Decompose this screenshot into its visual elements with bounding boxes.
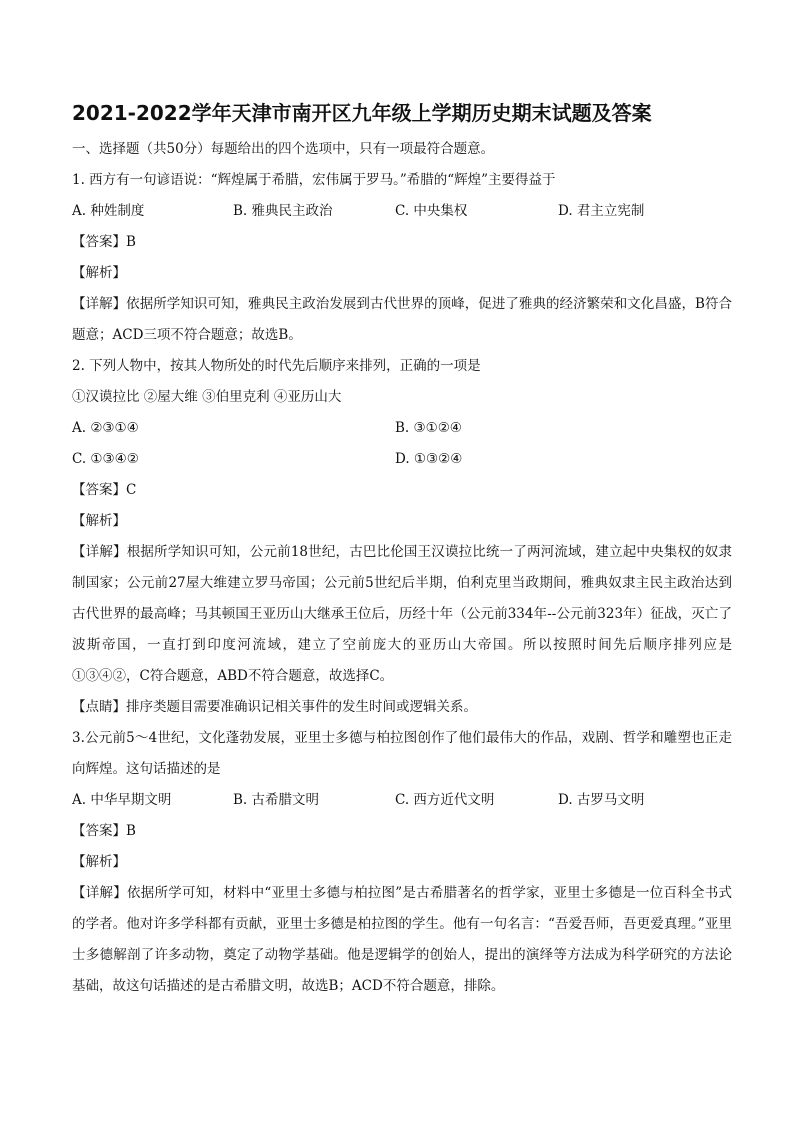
question-items: ①汉谟拉比 ②屋大维 ③伯里克利 ④亚历山大 (72, 389, 342, 405)
question-stem: 3.公元前5～4世纪，文化蓬勃发展，亚里士多德与柏拉图创作了他们最伟大的作品，戏剧、哲学和雕塑也正走向辉煌。这句话描述的是 (72, 730, 732, 777)
option-d: D. 古罗马文明 (558, 792, 645, 808)
option-c: C. ①③④② (72, 451, 139, 467)
detail-paragraph: 【详解】依据所学可知，材料中“亚里士多德与柏拉图”是古希腊著名的哲学家，亚里士多德是一位百科全书式的学者。他对许多学科都有贡献，亚里士多德是柏拉图的学生。他有一句名言：“吾爱吾师，吾更爱真理。”亚里士多德解剖了许多动物，奠定了动物学基础。他是逻辑学的创始人，提出的演绎等方法成为科学研究的方法论基础，故这句话描述的是古希腊文明，故选B；ACD不符合题意，排除。 (72, 885, 732, 994)
analysis-heading: 【解析】 (72, 854, 126, 870)
question-stem: 2. 下列人物中，按其人物所处的时代先后顺序来排列，正确的一项是 (72, 358, 481, 374)
question-3 (72, 723, 732, 1002)
option-a: A. 种姓制度 (72, 203, 145, 219)
option-a: A. ②③①④ (72, 420, 139, 436)
detail-paragraph: 【详解】根据所学知识可知，公元前18世纪，古巴比伦国王汉谟拉比统一了两河流域，建立起中央集权的奴隶制国家；公元前27屋大维建立罗马帝国；公元前5世纪后半期，伯利克里当政期间，雅典奴隶主民主政治达到古代世界的最高峰；马其顿国王亚历山大继承王位后，历经十年（公元前334年--公元前323年）征战，灭亡了波斯帝国，一直打到印度河流域，建立了空前庞大的亚历山大帝国。所以按照时间先后顺序排列应是①③④②，C符合题意，ABD不符合题意，故选择C。 (72, 544, 732, 684)
answer-line: 【答案】C (72, 482, 137, 498)
question-1 (72, 165, 732, 351)
answer-line: 【答案】B (72, 234, 136, 250)
option-b: B. 雅典民主政治 (233, 203, 333, 219)
option-d: D. 君主立宪制 (558, 203, 645, 219)
document-page (72, 100, 732, 1002)
option-b: B. 古希腊文明 (233, 792, 320, 808)
analysis-heading: 【解析】 (72, 265, 126, 281)
question-stem: 1. 西方有一句谚语说：“辉煌属于希腊，宏伟属于罗马。”希腊的“辉煌”主要得益于 (72, 172, 556, 188)
point-line: 【点睛】排序类题目需要准确识记相关事件的发生时间或逻辑关系。 (72, 699, 477, 715)
option-d: D. ①③②④ (395, 451, 463, 467)
question-2 (72, 351, 732, 723)
analysis-heading: 【解析】 (72, 513, 126, 529)
document-title: 2021-2022学年天津市南开区九年级上学期历史期末试题及答案 (72, 101, 652, 125)
option-c: C. 中央集权 (395, 203, 468, 219)
answer-line: 【答案】B (72, 823, 136, 839)
option-c: C. 西方近代文明 (395, 792, 495, 808)
options-row (72, 413, 732, 444)
detail-paragraph: 【详解】依据所学知识可知，雅典民主政治发展到古代世界的顶峰，促进了雅典的经济繁荣和文化昌盛，B符合题意；ACD三项不符合题意；故选B。 (72, 296, 732, 343)
option-a: A. 中华早期文明 (72, 792, 172, 808)
section-heading: 一、选择题（共50分）每题给出的四个选项中，只有一项最符合题意。 (72, 141, 495, 157)
options-row (72, 444, 732, 475)
options-row (72, 196, 732, 227)
options-row (72, 785, 732, 816)
option-b: B. ③①②④ (395, 420, 462, 436)
